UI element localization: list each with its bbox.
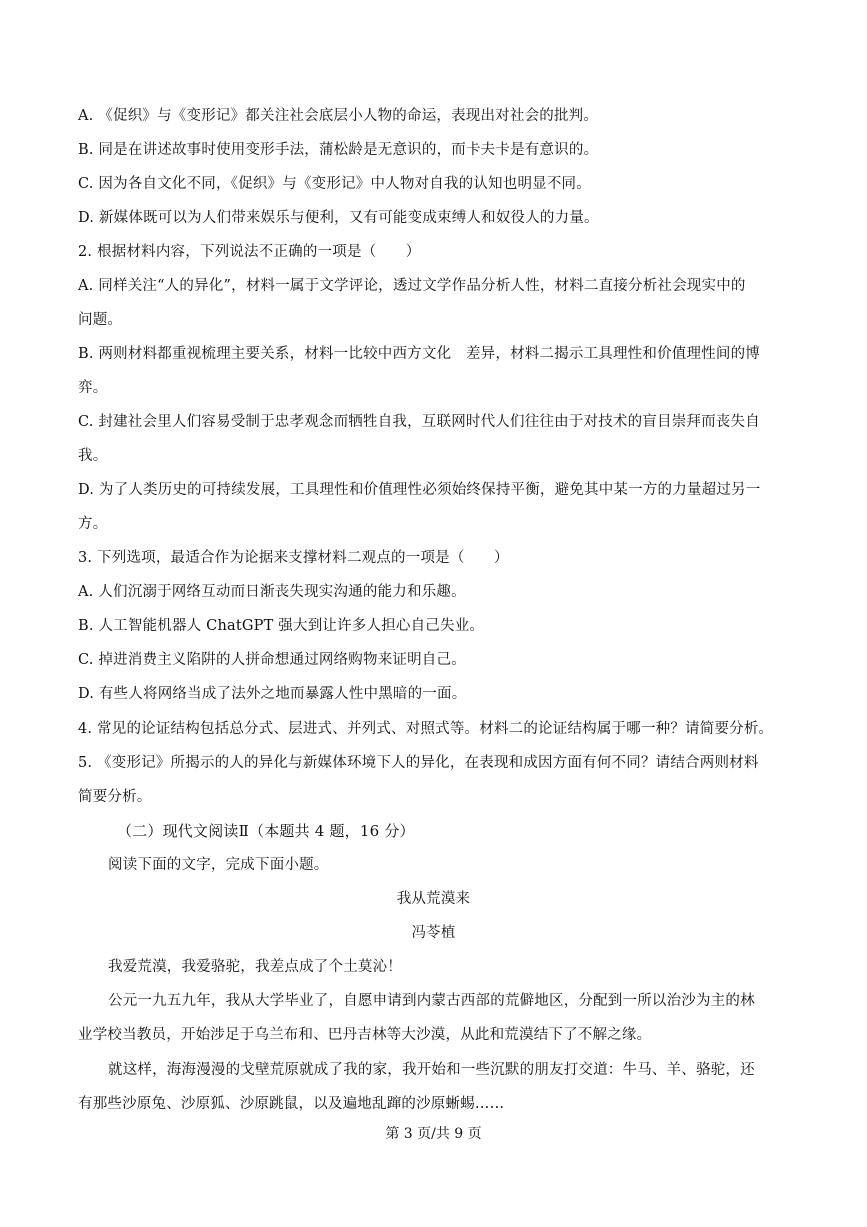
article-author: 冯苓植 xyxy=(411,925,456,941)
q2-option-d-line1: D. 为了人类历史的可持续发展，工具理性和价值理性必须始终保持平衡，避免其中某一方的力量超过另一 xyxy=(78,482,761,498)
q3-option-c: C. 掉进消费主义陷阱的人拼命想通过网络购物来证明自己。 xyxy=(78,652,466,668)
paragraph-3-line1: 就这样，海海漫漫的戈壁荒原就成了我的家，我开始和一些沉默的朋友打交道：牛马、羊、骆驼，还 xyxy=(108,1062,755,1078)
paragraph-3-line2: 有那些沙原兔、沙原狐、沙原跳鼠，以及遍地乱蹿的沙原蜥蜴…… xyxy=(78,1096,505,1112)
q3-option-a: A. 人们沉溺于网络互动而日渐丧失现实沟通的能力和乐趣。 xyxy=(78,584,466,600)
q2-option-b-line1: B. 两则材料都重视梳理主要关系，材料一比较中西方文化 差异，材料二揭示工具理性和价值理性间的博 xyxy=(78,346,760,362)
paragraph-2-line2: 业学校当教员，开始涉足于乌兰布和、巴丹吉林等大沙漠，从此和荒漠结下了不解之缘。 xyxy=(78,1027,652,1043)
reading-instruction: 阅读下面的文字，完成下面小题。 xyxy=(108,857,329,873)
q3-stem: 3. 下列选项，最适合作为论据来支撑材料二观点的一项是（ ） xyxy=(78,550,509,566)
q2-option-c-line2: 我。 xyxy=(78,448,108,464)
q1-option-d: D. 新媒体既可以为人们带来娱乐与便利，又有可能变成束缚人和奴役人的力量。 xyxy=(78,210,599,226)
q1-option-b: B. 同是在讲述故事时使用变形手法，蒲松龄是无意识的，而卡夫卡是有意识的。 xyxy=(78,142,599,158)
q3-option-b: B. 人工智能机器人 ChatGPT 强大到让许多人担心自己失业。 xyxy=(78,618,485,634)
q4-question: 4. 常见的论证结构包括总分式、层进式、并列式、对照式等。材料二的论证结构属于哪一种？请简要分析。 xyxy=(78,721,774,737)
q5-question-line1: 5. 《变形记》所揭示的人的异化与新媒体环境下人的异化，在表现和成因方面有何不同？请结合两则材料 xyxy=(78,755,759,771)
q1-option-c: C. 因为各自文化不同，《促织》与《变形记》中人物对自我的认知也明显不同。 xyxy=(78,176,591,192)
paragraph-2-line1: 公元一九五九年，我从大学毕业了，自愿申请到内蒙古西部的荒僻地区，分配到一所以治沙为主的林 xyxy=(108,993,755,1009)
q2-option-a-line2: 问题。 xyxy=(78,312,123,328)
page-number-footer: 第 3 页/共 9 页 xyxy=(385,1126,482,1142)
q1-option-a: A. 《促织》与《变形记》都关注社会底层小人物的命运，表现出对社会的批判。 xyxy=(78,108,599,124)
q3-option-d: D. 有些人将网络当成了法外之地而暴露人性中黑暗的一面。 xyxy=(78,686,467,702)
section-heading: （二）现代文阅读Ⅱ（本题共 4 题，16 分） xyxy=(117,822,415,840)
q2-option-a-line1: A. 同样关注“人的异化”，材料一属于文学评论，透过文学作品分析人性，材料二直接分析社会现实中的 xyxy=(78,278,746,294)
q2-option-c-line1: C. 封建社会里人们容易受制于忠孝观念而牺牲自我，互联网时代人们往往由于对技术的盲目崇拜而丧失自 xyxy=(78,414,760,430)
paragraph-1: 我爱荒漠，我爱骆驼，我差点成了个土莫沁！ xyxy=(108,959,402,975)
q5-question-line2: 简要分析。 xyxy=(78,789,152,805)
q2-option-d-line2: 方。 xyxy=(78,516,108,532)
q2-stem: 2. 根据材料内容，下列说法不正确的一项是（ ） xyxy=(78,244,421,260)
q2-option-b-line2: 弈。 xyxy=(78,380,108,396)
article-title: 我从荒漠来 xyxy=(396,891,471,907)
